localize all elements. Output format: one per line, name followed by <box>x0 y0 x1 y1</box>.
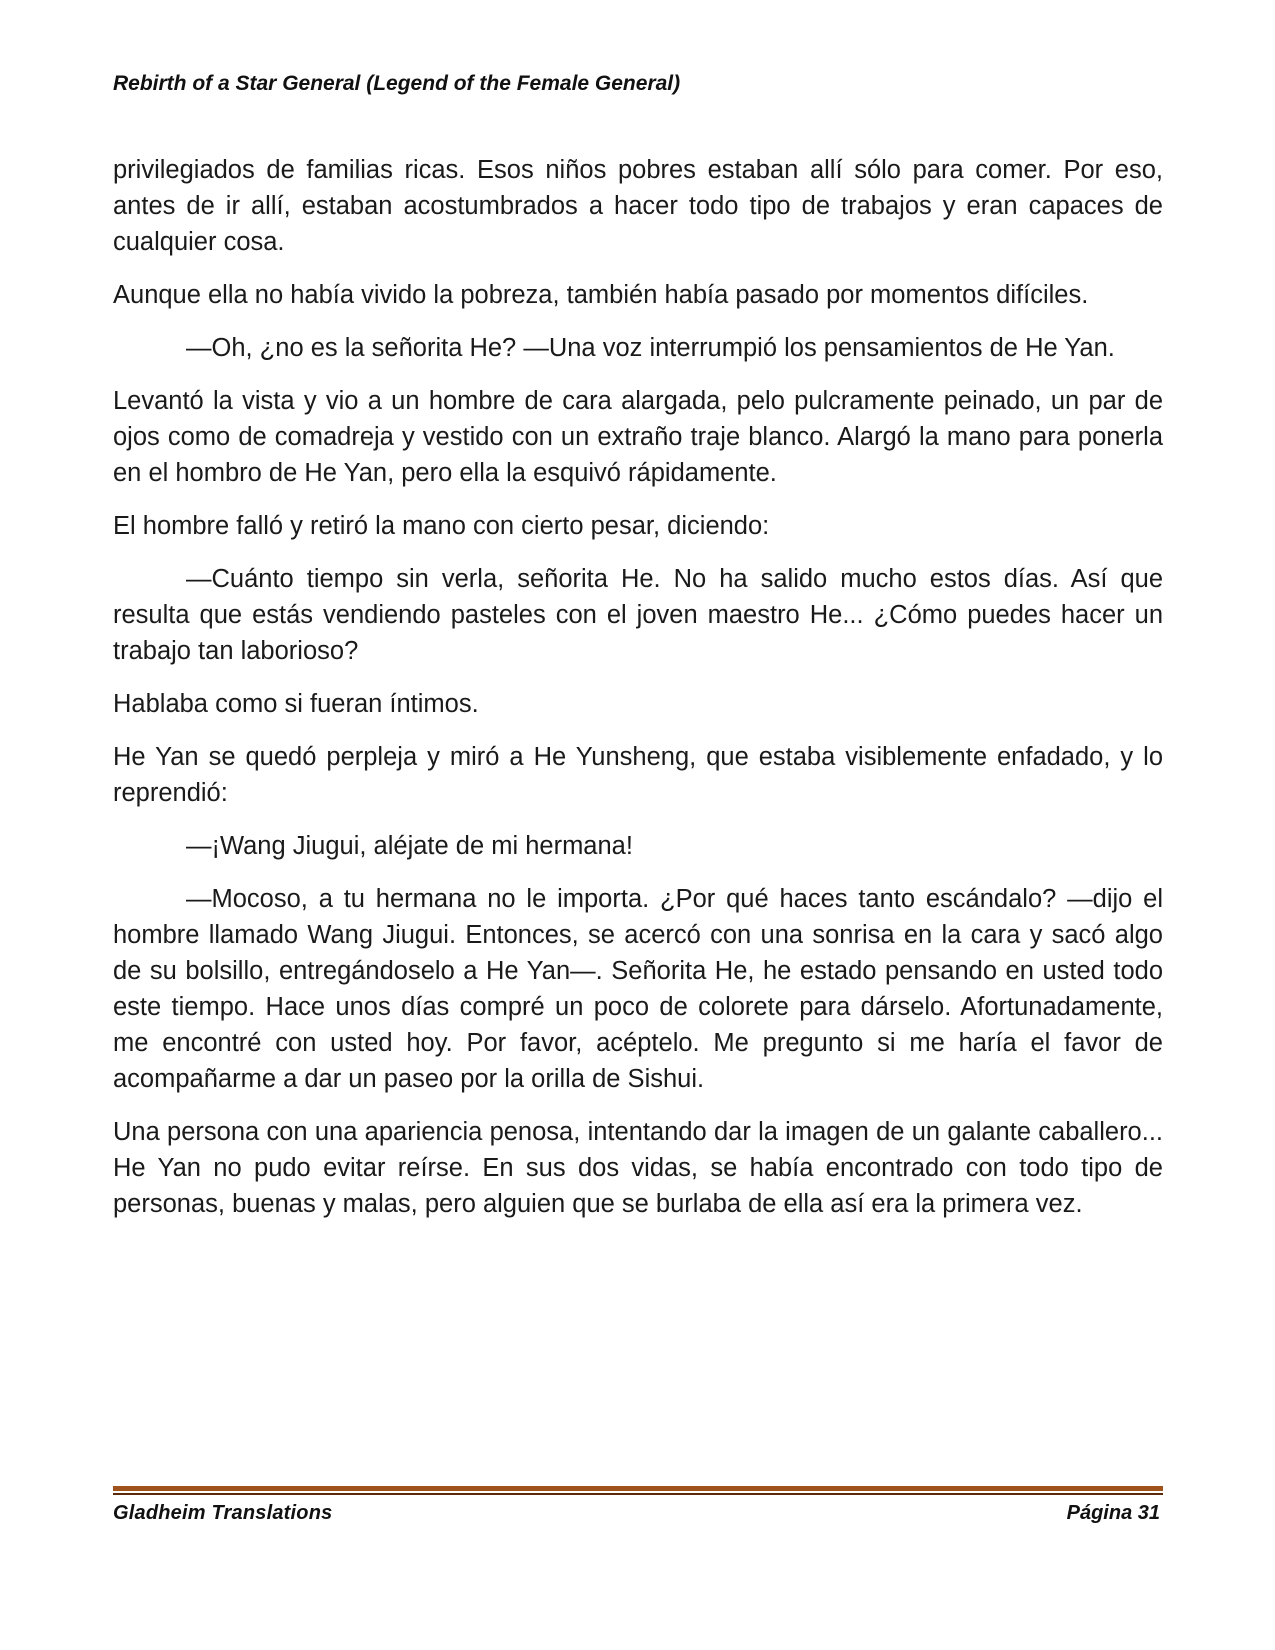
footer-divider-thin <box>113 1493 1163 1495</box>
footer-publisher: Gladheim Translations <box>113 1502 333 1524</box>
page-header-title: Rebirth of a Star General (Legend of the Female General) <box>113 72 681 95</box>
paragraph: El hombre falló y retiró la mano con cierto pesar, diciendo: <box>113 512 770 540</box>
paragraph: He Yan se quedó perpleja y miró a He Yunsheng, que estaba visiblemente enfadado, y lo reprendió: <box>113 743 1163 807</box>
footer-divider <box>113 1486 1163 1495</box>
footer-page-number: Página 31 <box>1066 1502 1160 1524</box>
paragraph-dialogue: —¡Wang Jiugui, aléjate de mi hermana! <box>186 832 633 860</box>
paragraph: Aunque ella no había vivido la pobreza, también había pasado por momentos difíciles. <box>113 281 1089 309</box>
paragraph: Hablaba como si fueran íntimos. <box>113 690 479 718</box>
paragraph-dialogue: —Oh, ¿no es la señorita He? —Una voz interrumpió los pensamientos de He Yan. <box>186 334 1115 362</box>
paragraph: privilegiados de familias ricas. Esos niños pobres estaban allí sólo para comer. Por eso, antes de ir allí, estaban acostumbrados a hacer todo tipo de trabajos y eran capaces de cualquier cosa. <box>113 156 1163 256</box>
paragraph-dialogue: —Cuánto tiempo sin verla, señorita He. No ha salido mucho estos días. Así que resulta que estás vendiendo pasteles con el joven maestro He... ¿Cómo puedes hacer un trabajo tan laborioso? <box>113 565 1163 665</box>
paragraph-dialogue: —Mocoso, a tu hermana no le importa. ¿Por qué haces tanto escándalo? —dijo el hombre llamado Wang Jiugui. Entonces, se acercó con una sonrisa en la cara y sacó algo de su bolsillo, entregándoselo a He Yan—. Señorita He, he estado pensando en usted todo este tiempo. Hace unos días compré un poco de colorete para dárselo. Afortunadamente, me encontré con usted hoy. Por favor, acéptelo. Me pregunto si me haría el favor de acompañarme a dar un paseo por la orilla de Sishui. <box>113 885 1163 1093</box>
document-body <box>113 152 1163 1239</box>
paragraph: Una persona con una apariencia penosa, intentando dar la imagen de un galante caballero... He Yan no pudo evitar reírse. En sus dos vidas, se había encontrado con todo tipo de personas, buenas y malas, pero alguien que se burlaba de ella así era la primera vez. <box>113 1118 1163 1218</box>
footer-divider-thick <box>113 1486 1163 1491</box>
paragraph: Levantó la vista y vio a un hombre de cara alargada, pelo pulcramente peinado, un par de ojos como de comadreja y vestido con un extraño traje blanco. Alargó la mano para ponerla en el hombro de He Yan, pero ella la esquivó rápidamente. <box>113 387 1163 487</box>
